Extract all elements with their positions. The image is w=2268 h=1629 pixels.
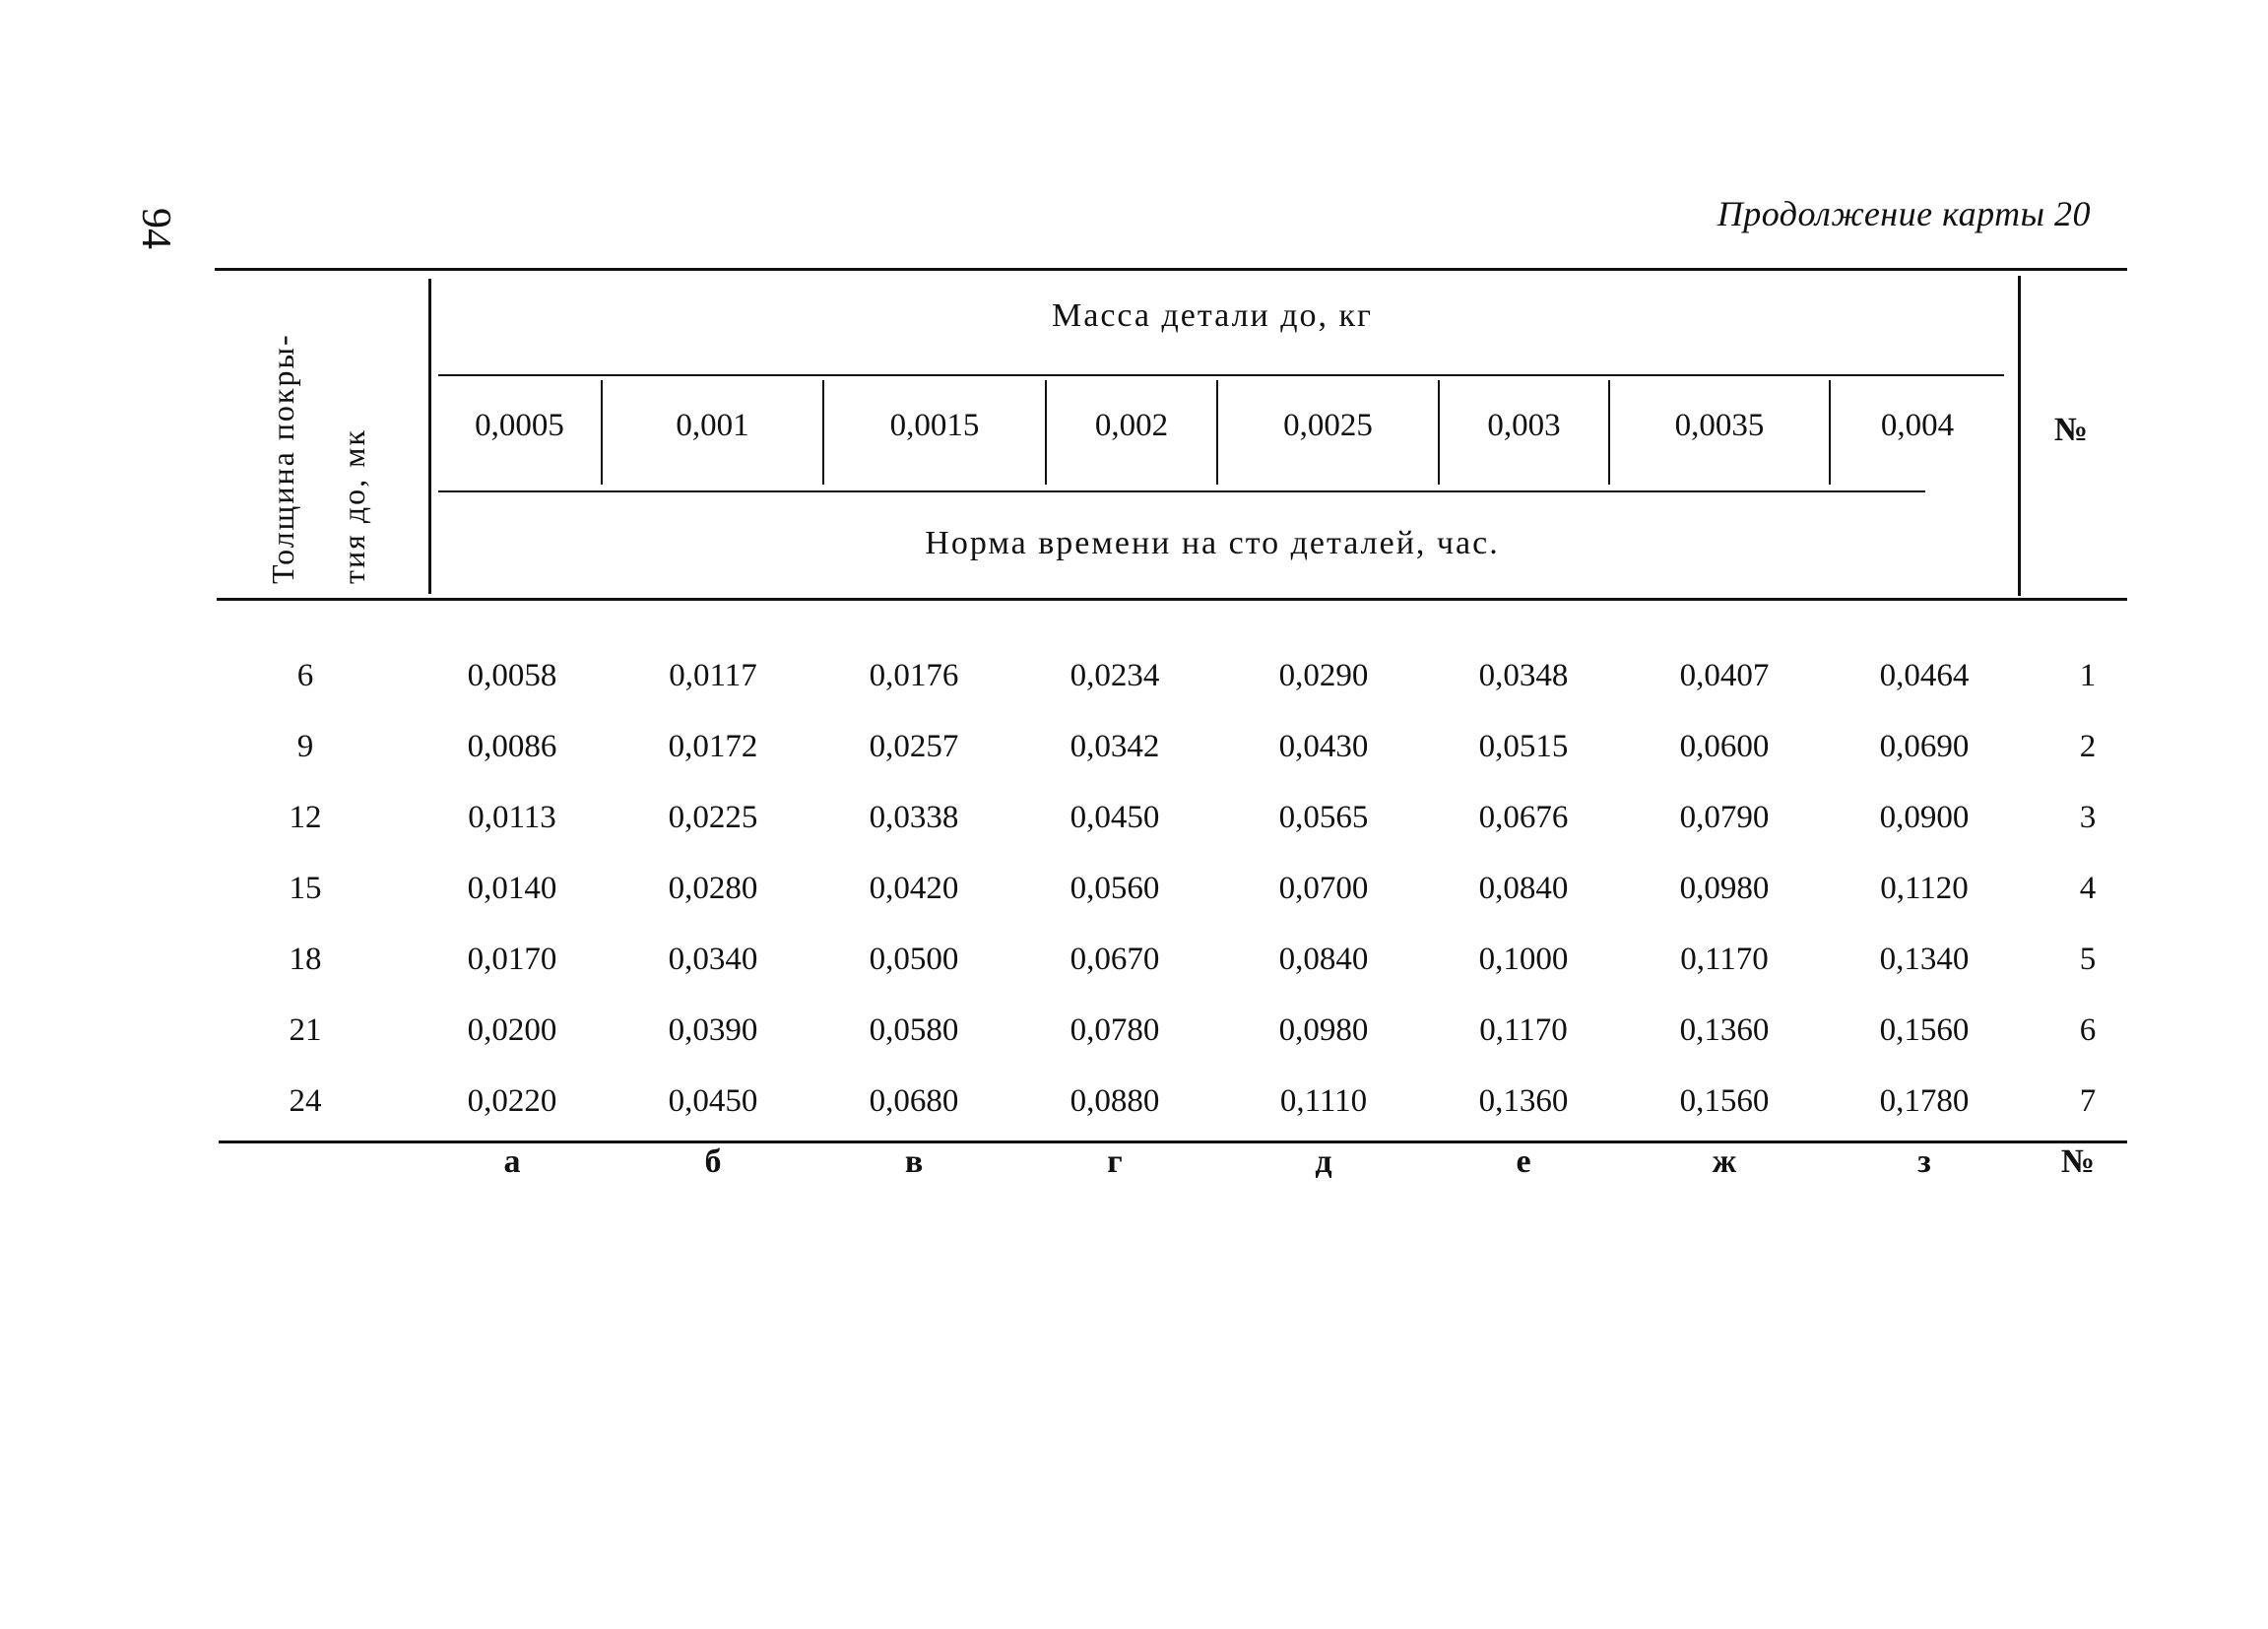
value-cell: 0,0670 bbox=[1069, 942, 1160, 977]
footer-letter: з bbox=[1917, 1143, 1931, 1180]
value-cell: 0,0225 bbox=[668, 800, 758, 835]
row-number-cell: 6 bbox=[2079, 1012, 2097, 1048]
mass-value: 0,0035 bbox=[1674, 408, 1765, 443]
value-cell: 0,0980 bbox=[1278, 1012, 1369, 1048]
value-cell: 0,1360 bbox=[1679, 1012, 1770, 1048]
mass-header: Масса детали до, кг bbox=[1052, 297, 1373, 334]
footer-letter: д bbox=[1315, 1143, 1332, 1180]
value-cell: 0,0338 bbox=[869, 800, 959, 835]
value-cell: 0,0840 bbox=[1278, 942, 1369, 977]
footer-letter: б bbox=[704, 1143, 722, 1180]
row-number-cell: 3 bbox=[2079, 800, 2097, 835]
value-cell: 0,0280 bbox=[668, 871, 758, 906]
footer-letter: в bbox=[904, 1143, 924, 1180]
value-cell: 0,0420 bbox=[869, 871, 959, 906]
value-cell: 0,0690 bbox=[1879, 729, 1970, 764]
value-cell: 0,1780 bbox=[1879, 1083, 1970, 1119]
value-cell: 0,0676 bbox=[1478, 800, 1569, 835]
value-cell: 0,0117 bbox=[669, 658, 757, 693]
value-cell: 0,0290 bbox=[1278, 658, 1369, 693]
thickness-header-line1: Толщина покры- bbox=[265, 333, 300, 584]
mass-value: 0,002 bbox=[1094, 408, 1169, 443]
thickness-cell: 12 bbox=[289, 800, 322, 835]
value-cell: 0,1110 bbox=[1279, 1083, 1368, 1119]
value-cell: 0,0220 bbox=[467, 1083, 557, 1119]
value-cell: 0,0780 bbox=[1069, 1012, 1160, 1048]
thickness-cell: 15 bbox=[289, 871, 322, 906]
thickness-cell: 6 bbox=[296, 658, 314, 693]
thickness-header bbox=[215, 281, 421, 586]
norm-header-rule bbox=[438, 490, 1925, 492]
footer-letter: ж bbox=[1712, 1143, 1737, 1180]
mass-value: 0,001 bbox=[676, 408, 749, 443]
value-cell: 0,0340 bbox=[668, 942, 758, 977]
value-cell: 0,0234 bbox=[1069, 658, 1160, 693]
value-cell: 0,1360 bbox=[1478, 1083, 1569, 1119]
value-cell: 0,1120 bbox=[1880, 871, 1969, 906]
value-cell: 0,1560 bbox=[1679, 1083, 1770, 1119]
norm-header: Норма времени на сто деталей, час. bbox=[925, 525, 1500, 561]
value-cell: 0,0257 bbox=[869, 729, 959, 764]
value-cell: 0,0140 bbox=[467, 871, 557, 906]
thickness-cell: 18 bbox=[289, 942, 322, 977]
value-cell: 0,0700 bbox=[1278, 871, 1369, 906]
no-header: № bbox=[2053, 412, 2089, 448]
value-cell: 0,0450 bbox=[668, 1083, 758, 1119]
row-number-cell: 1 bbox=[2079, 658, 2097, 693]
row-number-cell: 5 bbox=[2079, 942, 2097, 977]
mass-value: 0,0005 bbox=[475, 408, 564, 443]
value-cell: 0,0840 bbox=[1478, 871, 1569, 906]
value-cell: 0,1560 bbox=[1879, 1012, 1970, 1048]
value-cell: 0,0680 bbox=[869, 1083, 959, 1119]
value-cell: 0,0790 bbox=[1679, 800, 1770, 835]
value-cell: 0,0600 bbox=[1679, 729, 1770, 764]
value-cell: 0,0170 bbox=[467, 942, 557, 977]
value-cell: 0,0172 bbox=[668, 729, 758, 764]
mass-value: 0,003 bbox=[1487, 408, 1561, 443]
header-bottom-rule bbox=[217, 598, 2127, 601]
value-cell: 0,0176 bbox=[869, 658, 959, 693]
value-cell: 0,0342 bbox=[1069, 729, 1160, 764]
page-number: 94 bbox=[133, 208, 178, 249]
value-cell: 0,0390 bbox=[668, 1012, 758, 1048]
footer-letter: а bbox=[503, 1143, 521, 1180]
value-cell: 0,0565 bbox=[1278, 800, 1369, 835]
thickness-header-line2: тия до, мк bbox=[336, 428, 371, 584]
thickness-cell: 24 bbox=[289, 1083, 322, 1119]
mass-value: 0,004 bbox=[1880, 408, 1955, 443]
value-cell: 0,0880 bbox=[1069, 1083, 1160, 1119]
value-cell: 0,0348 bbox=[1478, 658, 1569, 693]
thickness-cell: 21 bbox=[289, 1012, 322, 1048]
value-cell: 0,0580 bbox=[869, 1012, 959, 1048]
value-cell: 0,1170 bbox=[1479, 1012, 1568, 1048]
value-cell: 0,1000 bbox=[1478, 942, 1569, 977]
value-cell: 0,1170 bbox=[1680, 942, 1769, 977]
value-cell: 0,0407 bbox=[1679, 658, 1770, 693]
footer-letter: г bbox=[1107, 1143, 1123, 1180]
value-cell: 0,0430 bbox=[1278, 729, 1369, 764]
row-number-cell: 4 bbox=[2079, 871, 2097, 906]
value-cell: 0,1340 bbox=[1879, 942, 1970, 977]
footer-no: № bbox=[2060, 1143, 2096, 1180]
value-cell: 0,0086 bbox=[467, 729, 557, 764]
value-cell: 0,0900 bbox=[1879, 800, 1970, 835]
value-cell: 0,0980 bbox=[1679, 871, 1770, 906]
mass-value: 0,0015 bbox=[889, 408, 980, 443]
value-cell: 0,0058 bbox=[467, 658, 557, 693]
value-cell: 0,0515 bbox=[1478, 729, 1569, 764]
value-cell: 0,0464 bbox=[1879, 658, 1970, 693]
row-number-cell: 2 bbox=[2079, 729, 2097, 764]
row-number-cell: 7 bbox=[2079, 1083, 2097, 1119]
value-cell: 0,0450 bbox=[1069, 800, 1160, 835]
table-top-rule bbox=[215, 268, 2127, 271]
mass-header-rule bbox=[438, 374, 2004, 376]
value-cell: 0,0200 bbox=[467, 1012, 557, 1048]
thickness-cell: 9 bbox=[296, 729, 314, 764]
footer-letter: е bbox=[1516, 1143, 1531, 1180]
mass-value: 0,0025 bbox=[1283, 408, 1373, 443]
value-cell: 0,0500 bbox=[869, 942, 959, 977]
value-cell: 0,0113 bbox=[468, 800, 556, 835]
continuation-title: Продолжение карты 20 bbox=[1717, 194, 2091, 233]
value-cell: 0,0560 bbox=[1069, 871, 1160, 906]
